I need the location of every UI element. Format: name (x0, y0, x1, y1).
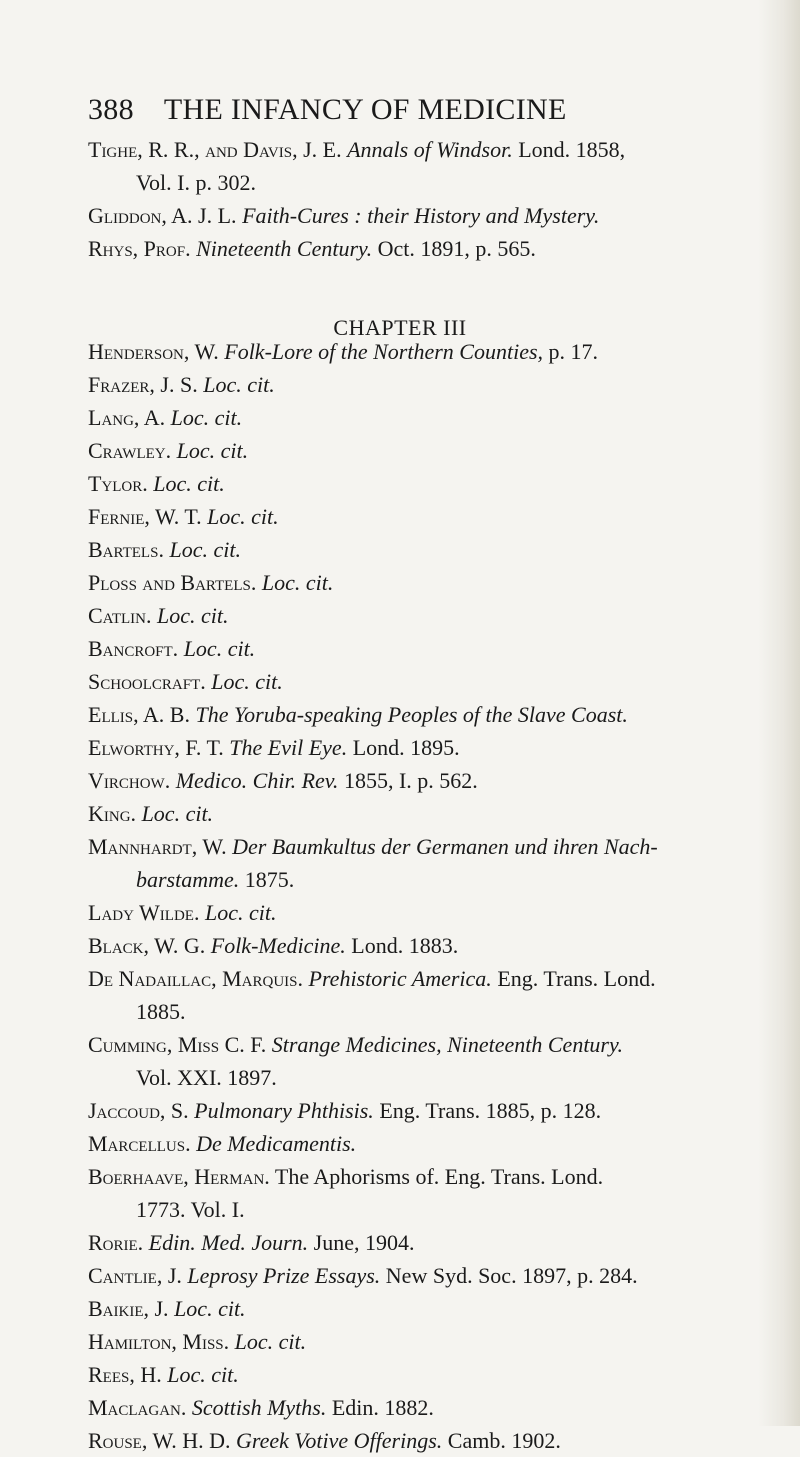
bibliography-entry (88, 467, 788, 500)
bibliography-entry (88, 1094, 788, 1127)
entry-author: Cantlie, J. (88, 1263, 182, 1288)
entry-title: Loc. cit. (211, 669, 283, 694)
entry-author: Schoolcraft. (88, 669, 206, 694)
entry-details: Lond. 1858, (518, 137, 626, 162)
entry-title: Loc. cit. (170, 405, 243, 430)
entry-author: Frazer, J. S. (88, 372, 198, 397)
bibliography-entry (88, 698, 788, 731)
entry-continuation (112, 863, 788, 896)
entry-author: Rhys, Prof. (88, 236, 191, 261)
bibliography-entry (88, 962, 788, 1028)
entry-details: p. 17. (548, 339, 599, 364)
bibliography-entry (88, 401, 788, 434)
bibliography-entry (88, 797, 788, 830)
entry-details: Oct. 1891, p. 565. (377, 236, 536, 261)
bibliography-entry (88, 830, 788, 896)
bibliography-entry (88, 1160, 788, 1226)
entry-author: Hamilton, Miss. (88, 1329, 230, 1354)
bibliography-entry (88, 566, 788, 599)
entry-title: Folk-Medicine. (210, 933, 346, 958)
bibliography-entry (88, 1391, 788, 1424)
entry-title: Loc. cit. (141, 801, 214, 826)
bibliography-entry (88, 1424, 788, 1457)
bibliography-entry (88, 434, 788, 467)
entry-title: De Medicamentis. (196, 1131, 357, 1156)
entry-title: The Evil Eye. (229, 735, 348, 760)
bibliography-entry (88, 133, 788, 199)
entry-title: Loc. cit. (174, 1296, 246, 1321)
entry-continuation-text: 1885. (136, 999, 186, 1024)
entry-author: Lang, A. (88, 405, 166, 430)
entry-title: Folk-Lore of the Northern Counties, (224, 339, 544, 364)
entry-author: Marcellus. (88, 1131, 191, 1156)
entry-author: Tighe, R. R., and Davis, J. E. (88, 137, 342, 162)
entry-title: Loc. cit. (207, 504, 279, 529)
bibliography-entry (88, 533, 788, 566)
entry-title: Der Baumkultus der Germanen und ihren Nach- (232, 834, 658, 859)
bibliography-entry (88, 599, 788, 632)
entry-author: Crawley. (88, 438, 172, 463)
entry-title: Loc. cit. (169, 537, 241, 562)
entry-details: Camb. 1902. (447, 1428, 561, 1453)
bibliography-entry (88, 335, 788, 368)
entry-title: Edin. Med. Journ. (148, 1230, 309, 1255)
entry-continuation (112, 166, 788, 199)
entry-details: 1855, I. p. 562. (343, 768, 478, 793)
entry-continuation-text: 1875. (244, 867, 295, 892)
entry-details: Eng. Trans. 1885, p. 128. (379, 1098, 602, 1123)
entry-details: June, 1904. (313, 1230, 415, 1255)
entry-author: Cumming, Miss C. F. (88, 1032, 267, 1057)
entry-title: Nineteenth Century. (196, 236, 373, 261)
entry-author: Ploss and Bartels. (88, 570, 257, 595)
entry-author: Lady Wilde. (88, 900, 200, 925)
entry-title: Pulmonary Phthisis. (194, 1098, 374, 1123)
entry-author: Mannhardt, W. (88, 834, 227, 859)
entry-title: Prehistoric America. (308, 966, 492, 991)
entry-title-continued: barstamme. (136, 867, 240, 892)
bibliography-entry (88, 1325, 788, 1358)
entry-title: Loc. cit. (234, 1329, 307, 1354)
entry-continuation (112, 1193, 788, 1226)
entry-author: Jaccoud, S. (88, 1098, 189, 1123)
bibliography-entry (88, 1292, 788, 1325)
running-header (88, 93, 748, 127)
entry-title: Loc. cit. (157, 603, 229, 628)
entry-title: Loc. cit. (203, 372, 275, 397)
entry-details: Eng. Trans. Lond. (497, 966, 656, 991)
entry-author: Maclagan. (88, 1395, 187, 1420)
entry-title: Medico. Chir. Rev. (175, 768, 339, 793)
entry-author: Fernie, W. T. (88, 504, 202, 529)
entry-title: The Yoruba-speaking Peoples of the Slave Coast. (195, 702, 628, 727)
entry-continuation-text: Vol. XXI. 1897. (136, 1065, 277, 1090)
entry-title: Loc. cit. (153, 471, 225, 496)
entry-continuation (112, 995, 788, 1028)
entry-details: New Syd. Soc. 1897, p. 284. (385, 1263, 638, 1288)
running-title: THE INFANCY OF MEDICINE (163, 93, 567, 126)
entry-details: Edin. 1882. (331, 1395, 434, 1420)
bibliography-entry (88, 1226, 788, 1259)
entry-author: Tylor. (88, 471, 148, 496)
entry-author: Virchow. (88, 768, 171, 793)
entry-details: Lond. 1883. (351, 933, 459, 958)
bibliography-list-before (88, 133, 788, 265)
entry-author: Gliddon, A. J. L. (88, 203, 237, 228)
entry-author: Elworthy, F. T. (88, 735, 224, 760)
bibliography-entry (88, 896, 788, 929)
entry-title: Loc. cit. (261, 570, 334, 595)
entry-title: Leprosy Prize Essays. (187, 1263, 381, 1288)
bibliography-entry (88, 665, 788, 698)
entry-title: Strange Medicines, Nineteenth Century. (271, 1032, 624, 1057)
entry-continuation-text: Vol. I. p. 302. (136, 170, 256, 195)
entry-author: Rouse, W. H. D. (88, 1428, 231, 1453)
entry-author: Ellis, A. B. (88, 702, 190, 727)
entry-title: Loc. cit. (167, 1362, 239, 1387)
entry-author: King. (88, 801, 137, 826)
bibliography-entry (88, 764, 788, 797)
entry-author: Bartels. (88, 537, 164, 562)
bibliography-entry (88, 731, 788, 764)
bibliography-entry (88, 500, 788, 533)
entry-title: Loc. cit. (176, 438, 249, 463)
entry-title: Annals of Windsor. (347, 137, 513, 162)
bibliography-entry (88, 199, 788, 232)
bibliography-entry (88, 632, 788, 665)
entry-author: Bancroft. (88, 636, 179, 661)
entry-details: Lond. 1895. (352, 735, 460, 760)
bibliography-entry (88, 1358, 788, 1391)
page-number: 388 (88, 93, 134, 126)
entry-author: Baikie, J. (88, 1296, 169, 1321)
entry-author: De Nadaillac, Marquis. (88, 966, 303, 991)
bibliography-entry (88, 1127, 788, 1160)
bibliography-entry (88, 368, 788, 401)
entry-title: Faith-Cures : their History and Mystery. (242, 203, 600, 228)
entry-author: Boerhaave, Herman. (88, 1164, 270, 1189)
entry-details: The Aphorisms of. Eng. Trans. Lond. (274, 1164, 604, 1189)
entry-author: Henderson, W. (88, 339, 219, 364)
entry-author: Rees, H. (88, 1362, 162, 1387)
bibliography-entry (88, 1259, 788, 1292)
entry-title: Loc. cit. (204, 900, 277, 925)
entry-continuation (112, 1061, 788, 1094)
bibliography-list-after (88, 335, 788, 1457)
entry-author: Rorie. (88, 1230, 144, 1255)
entry-title: Greek Votive Offerings. (235, 1428, 443, 1453)
bibliography-entry (88, 232, 788, 265)
bibliography-entry (88, 929, 788, 962)
entry-title: Scottish Myths. (191, 1395, 327, 1420)
chapter-heading: CHAPTER III (333, 315, 467, 340)
entry-author: Black, W. G. (88, 933, 206, 958)
bibliography-entry (88, 1028, 788, 1094)
entry-title: Loc. cit. (183, 636, 256, 661)
entry-author: Catlin. (88, 603, 152, 628)
entry-continuation-text: 1773. Vol. I. (136, 1197, 245, 1222)
